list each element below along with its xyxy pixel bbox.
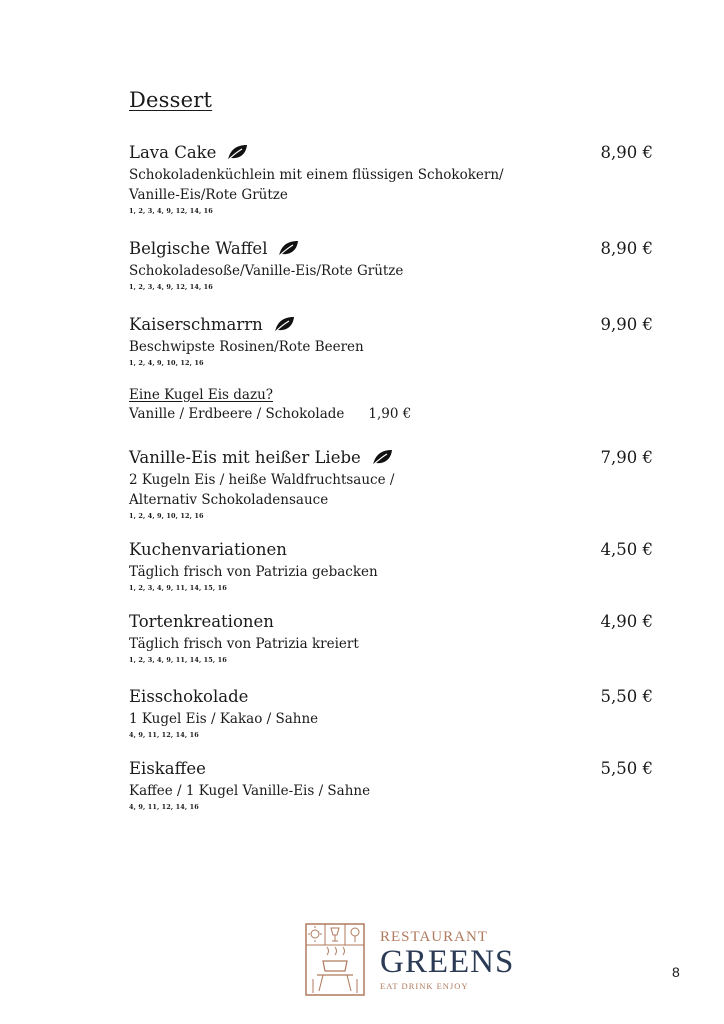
leaf-icon [371,449,393,467]
item-price: 8,90 € [600,239,653,258]
item-allergens: 1, 2, 3, 4, 9, 12, 14, 16 [129,283,213,291]
restaurant-brand [380,928,514,992]
addon-price: 1,90 € [368,406,412,422]
item-name: Belgische Waffel [129,239,268,258]
item-allergens: 4, 9, 11, 12, 14, 16 [129,731,199,739]
menu-item [129,142,653,216]
leaf-icon [226,144,248,162]
item-description: Täglich frisch von Patrizia kreiert [129,636,359,652]
item-price: 4,50 € [600,540,653,559]
item-price: 9,90 € [600,315,653,334]
item-name: Kaiserschmarrn [129,315,263,334]
item-allergens: 4, 9, 11, 12, 14, 16 [129,803,199,811]
item-description: 2 Kugeln Eis / heiße Waldfruchtsauce / Alternativ Schokoladensauce [129,472,395,508]
menu-item [129,314,653,368]
brand-top: RESTAURANT [380,929,488,945]
item-description: Täglich frisch von Patrizia gebacken [129,564,378,580]
leaf-icon [273,316,295,334]
item-price: 8,90 € [600,143,653,162]
addon-title: Eine Kugel Eis dazu? [129,387,273,403]
ice-cream-addon [129,386,529,424]
item-name: Eisschokolade [129,687,249,706]
page-number: 8 [672,964,680,980]
page-title: Dessert [129,88,213,112]
item-price: 7,90 € [600,448,653,467]
item-description: Kaffee / 1 Kugel Vanille-Eis / Sahne [129,783,371,799]
menu-item [129,447,653,521]
menu-item [129,238,653,292]
item-price: 4,90 € [600,612,653,631]
menu-item [129,758,653,812]
addon-flavors: Vanille / Erdbeere / Schokolade [129,406,345,422]
item-allergens: 1, 2, 3, 4, 9, 11, 14, 15, 16 [129,656,227,664]
menu-item [129,539,653,593]
item-name: Tortenkreationen [129,612,274,631]
item-description: 1 Kugel Eis / Kakao / Sahne [129,711,319,727]
item-description: Beschwipste Rosinen/Rote Beeren [129,339,364,355]
item-description: Schokoladenküchlein mit einem flüssigen Schokokern/ Vanille-Eis/Rote Grütze [129,167,504,203]
item-price: 5,50 € [600,759,653,778]
menu-item [129,686,653,740]
item-name: Kuchenvariationen [129,540,287,559]
item-name: Eiskaffee [129,759,206,778]
item-description: Schokoladesoße/Vanille-Eis/Rote Grütze [129,263,404,279]
item-allergens: 1, 2, 3, 4, 9, 11, 14, 15, 16 [129,584,227,592]
brand-tagline: EAT DRINK ENJOY [380,981,469,991]
item-allergens: 1, 2, 4, 9, 10, 12, 16 [129,512,204,520]
menu-item [129,611,653,665]
restaurant-logo-icon [305,923,365,996]
brand-name: GREENS [380,944,515,980]
item-price: 5,50 € [600,687,653,706]
item-allergens: 1, 2, 3, 4, 9, 12, 14, 16 [129,207,213,215]
item-name: Vanille-Eis mit heißer Liebe [129,448,361,467]
leaf-icon [277,240,299,258]
item-allergens: 1, 2, 4, 9, 10, 12, 16 [129,359,204,367]
item-name: Lava Cake [129,143,217,162]
